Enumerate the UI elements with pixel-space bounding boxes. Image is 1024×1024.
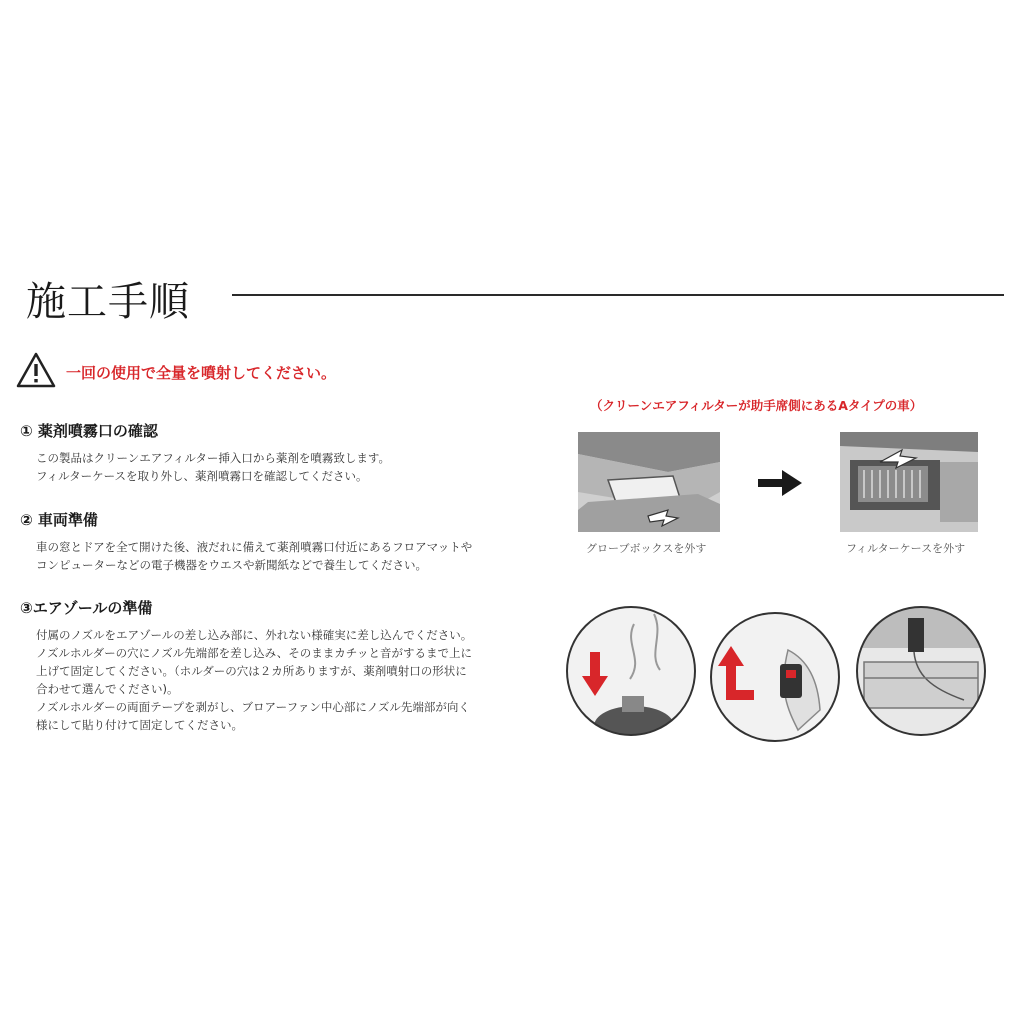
title-divider: [232, 294, 1004, 296]
step-line: 付属のノズルをエアゾールの差し込み部に、外れない様確実に差し込んでください。: [36, 628, 473, 642]
page-title: 施工手順: [26, 279, 190, 325]
step-heading: ② 車両準備: [20, 511, 98, 529]
step-body: [20, 538, 560, 574]
warning-text: 一回の使用で全量を噴射してください。: [66, 363, 337, 382]
step-2: [20, 509, 560, 574]
nozzle-insert-illustration: [564, 604, 698, 738]
step-body: [20, 449, 560, 485]
step-line: 合わせて選んでください)。: [36, 682, 179, 696]
glove-box-illustration: [578, 432, 720, 532]
step-line: 上げて固定してください。（ホルダーの穴は２カ所ありますが、薬剤噴射口の形状に: [36, 664, 467, 678]
blower-attach-illustration: [854, 604, 988, 738]
step-line: 車の窓とドアを全て開けた後、液だれに備えて薬剤噴霧口付近にあるフロアマットや: [36, 540, 473, 554]
figure-caption: （クリーンエアフィルターが助手席側にあるAタイプの車）: [590, 398, 923, 413]
left-photo-caption: グローブボックスを外す: [586, 542, 707, 555]
step-heading: ③エアゾールの準備: [20, 599, 153, 617]
step-body: [20, 626, 560, 734]
step-line: ノズルホルダーの両面テープを剥がし、ブロアーファン中心部にノズル先端部が向く: [36, 700, 470, 714]
right-photo-caption: フィルターケースを外す: [846, 542, 966, 555]
step-heading: ① 薬剤噴霧口の確認: [20, 422, 158, 440]
right-arrow-icon: [758, 470, 802, 496]
step-line: フィルターケースを取り外し、薬剤噴霧口を確認してください。: [36, 469, 368, 483]
warning-row: [16, 352, 336, 388]
step-line: コンピューターなどの電子機器をウエスや新聞紙などで養生してください。: [36, 558, 427, 572]
step-line: この製品はクリーンエアフィルター挿入口から薬剤を噴霧致します。: [36, 451, 390, 465]
step-line: ノズルホルダーの穴にノズル先端部を差し込み、そのままカチッと音がするまで上に: [36, 646, 472, 660]
step-line: 様にして貼り付けて固定してください。: [36, 718, 243, 732]
warning-triangle-icon: [16, 352, 56, 388]
holder-lift-illustration: [708, 610, 842, 744]
step-1: [20, 420, 560, 485]
filter-case-illustration: [840, 432, 978, 532]
step-3: [20, 597, 560, 734]
